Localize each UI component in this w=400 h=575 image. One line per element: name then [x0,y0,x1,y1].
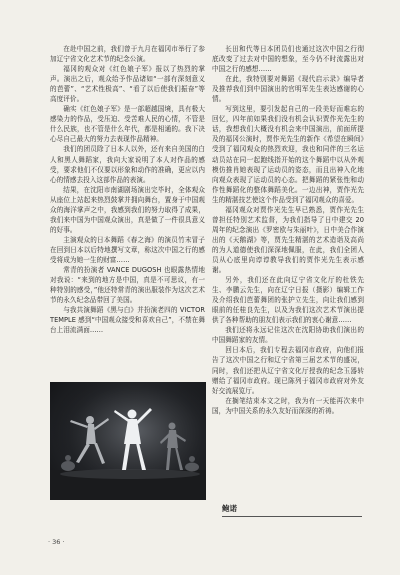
paragraph: 另外，我们还在此向辽宁省文化厅的杜铁先生、李鹏云先生，向在辽宁日报（摄影）编辑工作及介绍我们芭蕾舞团的张护立先生，向让我们感到眼前的任桂良先生，以及为我们这次艺术节演出提供了各种帮助的朋友们表示我们的衷心谢意…… [212,276,364,325]
paragraph: 确实《红色娘子军》是一部超越国境，具有极大感染力的作品，受压迫、受苦难人民的心情，不管是什么民族，也不管是什么年代，都是相通的。我下决心尽自己最大的努力去表现作品精神。 [50,105,205,144]
paragraph: 在赴中国之前，我们曾于九月在福冈市举行了参加辽宁省文化艺术节的纪念公演。 [50,45,205,64]
paragraph: 主演观众的日本舞蹈《春之海》的演员竹末冒子在回到日本以后特地撰写文章，称这次中国之行的感受将成为她一生的财富…… [50,235,205,264]
left-column [50,44,205,335]
page-number: · 36 · [48,538,65,546]
paragraph: 福冈的观众对《红色娘子军》报以了热烈的掌声。演出之后，观众给予作品诸如“一部有深刻意义的芭蕾”、“艺术性极高”、“看了以后使我们振奋”等高度评价。 [50,65,205,104]
paragraph: 在此，我特别要对舞蹈《现代启示录》编导者及推荐我们到中国演出的官明军先生表达感谢的心情。 [212,75,364,104]
photo-caption: 鲍诺 [222,503,362,517]
paragraph: 我们还将永远记住这次在沈阳协助我们演出的中国舞蹈家的友情。 [212,326,364,345]
paragraph: 在搁笔结束本文之时，我为有一天能再次来中国，为中国关系的永久友好而深深的祈祷。 [212,396,364,415]
paragraph: 与我共演舞蹈《黑与白》并扮演老四的 VICTOR TEMPLE 感到“中国观众接受和喜欢自己”，不禁在舞台上泪流满面…… [50,306,205,335]
paragraph: 常青的扮演者 VANCE DUGOSH 也眼露热情地对我说：“来到的地方是中国，真是不可思议，有一种特别的感受，”他还特常青的演出服装作为这次艺术节的永久纪念品带回了美国。 [50,266,205,305]
ballet-dancers-illustration [50,382,206,500]
right-column [212,44,364,416]
paragraph: 长田和代等日本团员们也通过这次中国之行彻底改变了过去对中国的想象，至今仍不时流露出对中国之行的感想…… [212,45,364,74]
paragraph: 我们的团员除了日本人以外，还有来自美国的白人和黑人舞蹈家，我向大家说明了本人对作品的感受，要求他们不仅要以形象和动作的准确，更应以内心的情感去投入这部作品的表演。 [50,145,205,184]
ballet-performance-photo [50,382,206,500]
paragraph: 回日本后，我们专程去福冈市政府，向他们报告了这次中国之行和辽宁省第三届艺术节的盛况，同时，我们还把从辽宁省文化厅授我的纪念玉器转赠给了福冈市政府。现已陈列于福冈市政府对外友好交流展览厅。 [212,346,364,395]
paragraph: 福冈观众对贾作光先生早已熟悉，贾作光先生曾担任特别艺术监督，为我们指导了日中建交 20 周年的纪念演出《罗密欧与朱丽叶》，日中美合作演出的《天鹅湖》等，贾先生精湛的艺术造诣及高尚的为人道德使我们深深地佩服，在此，我们全团人员从心底里向谆谆教导我们的贾作光先生表示感谢。 [212,205,364,275]
paragraph: 写到这里，要引发起自己的一段美好而难忘的回忆，四年前如果我们没有机会认识贾作光先生的话，我想我们大概没有机会来中国演出，前面所提及的福冈公演时，贾作光先生的新作《希望在瞬间》受到了福冈观众的热烈欢迎，我也和同伴的三名运动员站在同一起跑线指开始的这个舞蹈中以从外观模仿推肖她表现了运动员的姿态，而且出神入化地向观众表现了运动员的心态。把舞蹈的紧张性和动作性舞蹈化的整体舞蹈美化。一边出神，贾作光先生的精湛技艺使这个作品受到了福冈观众的喜爱。 [212,105,364,204]
paragraph: 结果，在沈阳市南湖剧场演出完毕时，全体观众从座位上站起来热烈鼓掌并拥向舞台，置身于中国观众的海洋掌声之中，我感到我们的努力取得了成果，我们来中国为中国观众演出，真是做了一件很具意义的好事。 [50,185,205,234]
